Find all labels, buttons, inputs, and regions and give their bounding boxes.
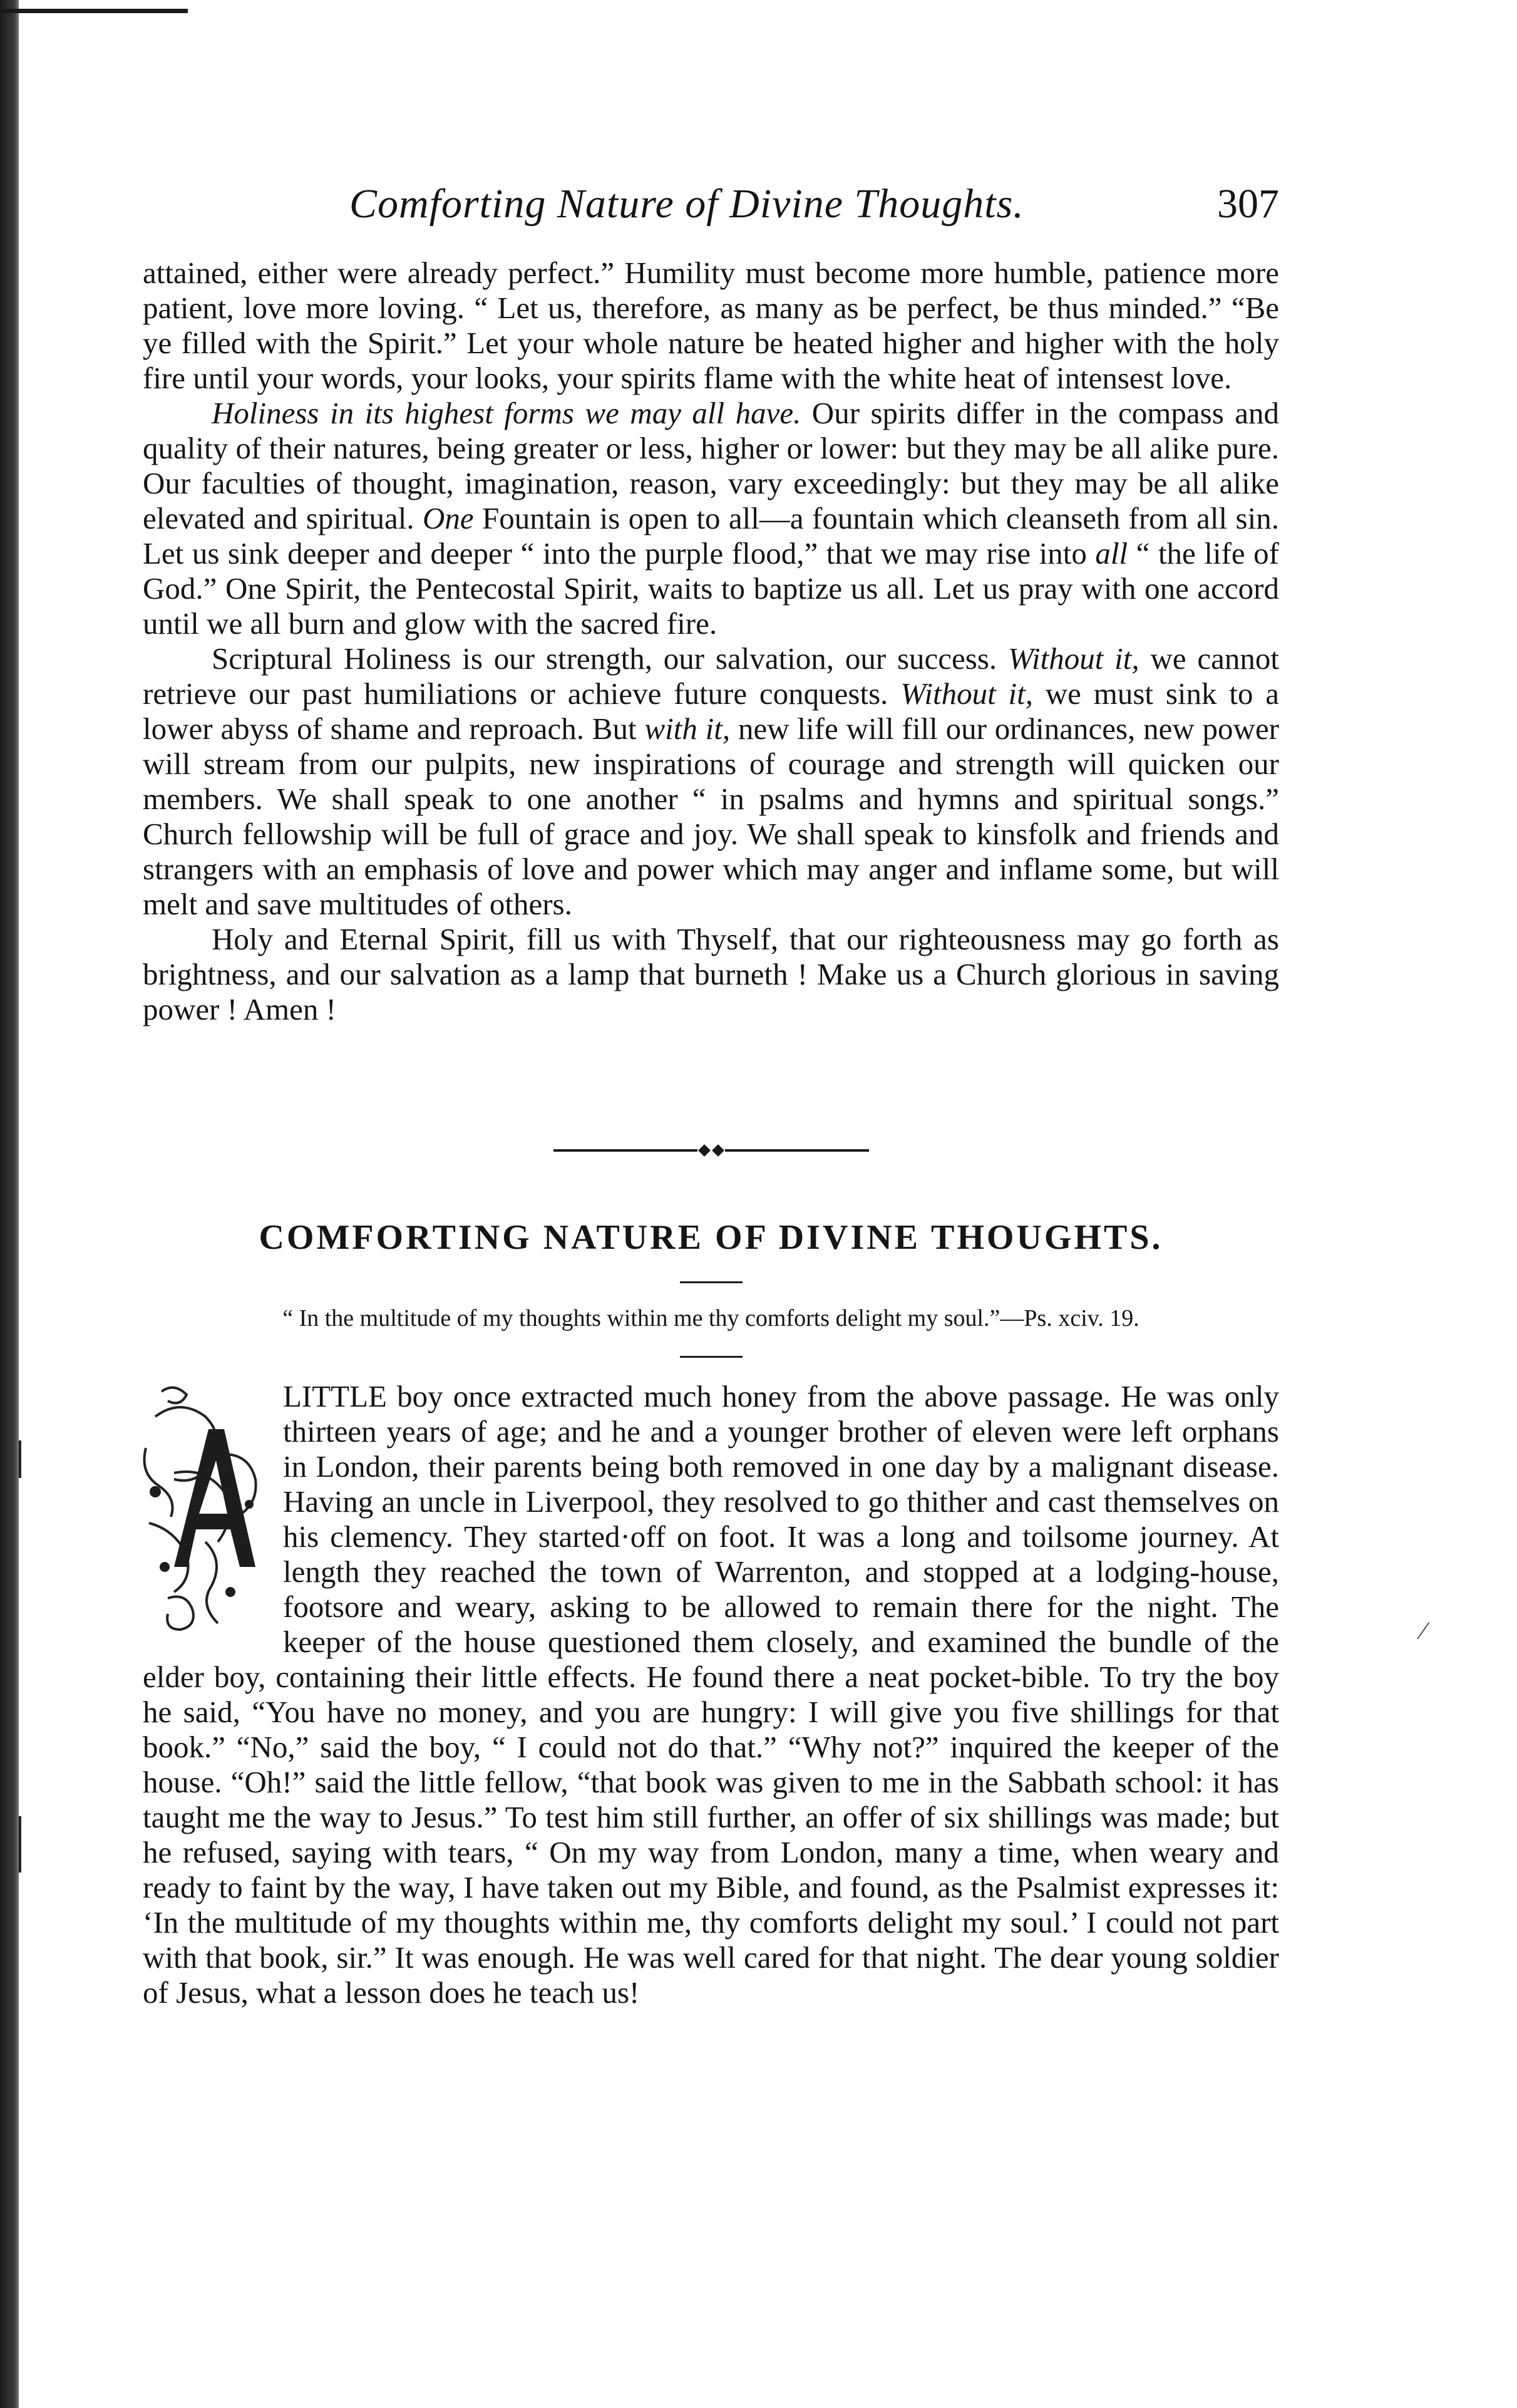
ornamental-dropcap-icon [136, 1379, 274, 1642]
epigraph-rule [680, 1356, 743, 1358]
divider-rule [725, 1149, 869, 1152]
divider-rule [553, 1149, 697, 1152]
emphasis: Without it, [900, 676, 1033, 711]
binding-mark [19, 1816, 21, 1873]
page-number: 307 [1217, 181, 1279, 227]
paragraph: attained, either were already perfect.” Humility must become more humble, patience more patient, love more loving. “ Let us, therefore, as many as be perfect, be thus minded.” “Be ye filled with the Spirit.” Let your whole nature be heated higher and higher with the holy fire until your words, your looks, your spirits flame with the white heat of intensest love. [143, 256, 1279, 395]
emphasis: all [1095, 536, 1128, 571]
paragraph [143, 641, 1279, 922]
section-divider-ornament [143, 1146, 1279, 1155]
paragraph: LITTLE boy once extracted much honey from the above passage. He was only thirteen years of age; and he and a younger brother of eleven were left orphans in London, their parents being both removed in one day by a malignant disease. Having an uncle in Liverpool, they resolved to go thither and cast themselves on his clemency. They started·off on foot. It was a long and toilsome journey. At length they reached the town of Warrenton, and stopped at a lodging-house, footsore and weary, asking to be allowed to remain there for the night. The keeper of the house questioned them closely, and examined the bundle of the elder boy, containing their little effects. He found there a neat pocket-bible. To try the boy he said, “You have no money, and you are hungry: I will give you five shillings for that book.” “No,” said the boy, “ I could not do that.” “Why not?” inquired the keeper of the house. “Oh!” said the little fellow, “that book was given to me in the Sabbath school: it has taught me the way to Jesus.” To test him still further, an offer of six shillings was made; but he refused, saying with tears, “ On my way from London, many a time, when weary and ready to faint by the way, I have taken out my Bible, and found, as the Psalmist expresses it: ‘In the multitude of my thoughts within me, thy comforts delight my soul.’ I could not part with that book, sir.” It was enough. He was well cared for that night. The dear young soldier of Jesus, what a lesson does he teach us! [143, 1379, 1279, 2010]
paragraph-text: we must sink to a lower abyss of shame and reproach. But [143, 676, 1279, 746]
paragraph-text: we cannot retrieve our past humiliations or achieve future conquests. [143, 641, 1279, 711]
epigraph: “ In the multitude of my thoughts within me thy comforts delight my soul.”—Ps. xciv. 19. [282, 1305, 1139, 1331]
emphasis: Holiness in its highest forms we may all have. [212, 396, 801, 430]
book-page [136, 180, 1280, 2010]
paragraph-text: Scriptural Holiness is our strength, our salvation, our success. [212, 641, 1008, 676]
article-title: COMFORTING NATURE OF DIVINE THOUGHTS. [259, 1218, 1163, 1257]
book-binding-edge [0, 0, 19, 2408]
article-continued [143, 256, 1279, 1027]
binding-mark [19, 1440, 21, 1478]
title-rule [680, 1281, 743, 1283]
divider-diamond [712, 1144, 724, 1157]
paragraph-text: “ the life of God.” One Spirit, the Pentecostal Spirit, waits to baptize us all. Let us pray with one accord until we all burn and glow with the sacred fire. [143, 536, 1279, 641]
article-body [136, 1379, 1279, 2010]
paragraph-text: new life will fill our ordinances, new power will stream from our pulpits, new inspirations of courage and strength will quicken our members. We shall speak to one another “ in psalms and hymns and spiritual songs.” Church fellowship will be full of grace and joy. We shall speak to kinsfolk and friends and strangers with an emphasis of love and power which may anger and inflame some, but will melt and save multitudes of others. [143, 711, 1280, 921]
running-title: Comforting Nature of Divine Thoughts. [349, 181, 1024, 227]
paragraph-text: Fountain is open to all—a fountain which cleanseth from all sin. Let us sink deeper and deeper “ into the purple flood,” that we may rise into [143, 501, 1279, 571]
emphasis: with it, [644, 711, 731, 746]
binding-top-rule [0, 9, 188, 13]
paragraph: Holy and Eternal Spirit, fill us with Thyself, that our righteousness may go forth as brightness, and our salvation as a lamp that burneth ! Make us a Church glorious in saving power ! Amen ! [143, 922, 1279, 1026]
margin-mark: ⁄ [1421, 1616, 1426, 1645]
paragraph-text: Our spirits differ in the compass and quality of their natures, being greater or less, higher or lower: but they may be all alike pure. Our faculties of thought, imagination, reason, vary exceedingly: but they may be all alike elevated and spiritual. [143, 396, 1279, 535]
emphasis: Without it, [1007, 641, 1139, 676]
running-head [143, 180, 1279, 256]
paragraph [143, 396, 1279, 641]
emphasis: One [423, 501, 474, 535]
dropcap-letter: A [136, 1379, 137, 1380]
divider-diamond [698, 1144, 711, 1157]
